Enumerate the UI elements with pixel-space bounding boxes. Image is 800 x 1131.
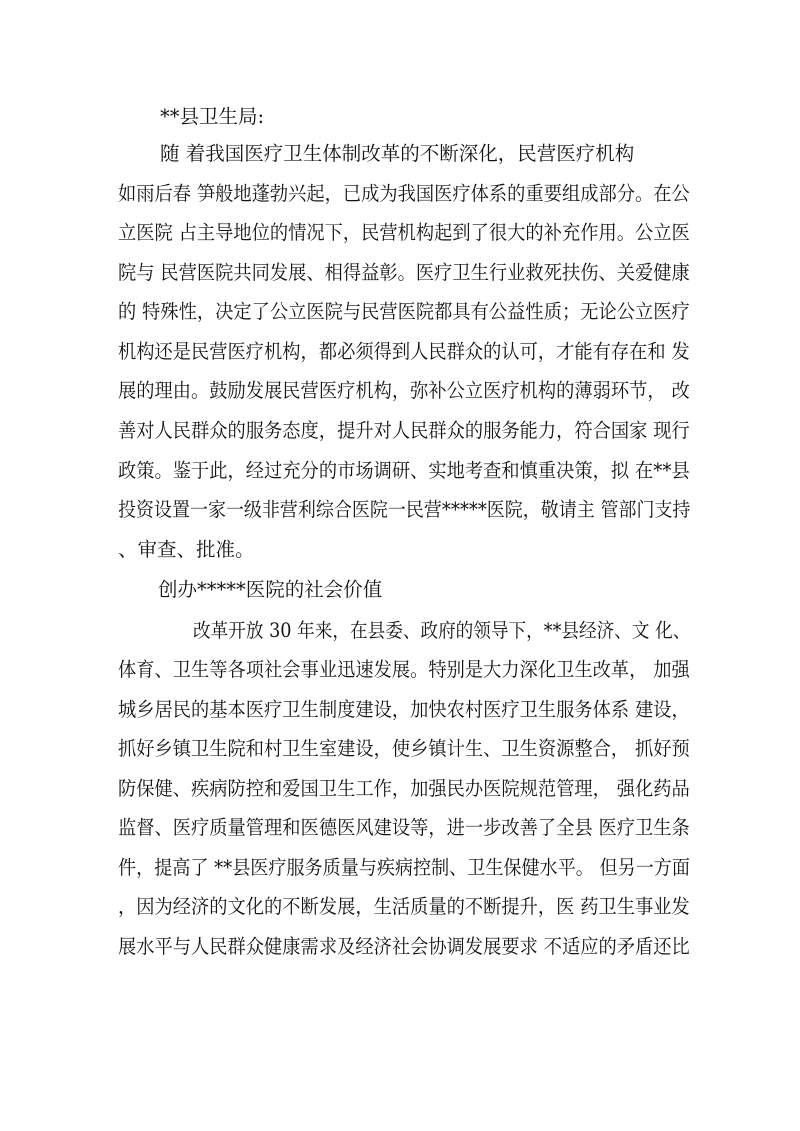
paragraph-line: 院与 民营医院共同发展、相得益彰。医疗卫生行业救死扶伤、关爱健康	[118, 261, 690, 284]
paragraph-line: 防保健、疾病防控和爱国卫生工作，加强民办医院规范管理， 强化药品	[118, 777, 690, 800]
paragraph-line: 如雨后春 笋般地蓬勃兴起，已成为我国医疗体系的重要组成部分。在公	[118, 182, 690, 205]
paragraph-line: 件，提高了 **县医疗服务质量与疾病控制、卫生保健水平。 但另一方面	[118, 856, 690, 879]
paragraph-line: 改革开放 30 年来，在县委、政府的领导下，**县经济、文 化、	[193, 619, 691, 642]
section-heading: 创办*****医院的社会价值	[158, 578, 383, 601]
paragraph-line: 抓好乡镇卫生院和村卫生室建设，使乡镇计生、卫生资源整合， 抓好预	[118, 737, 690, 760]
paragraph-line: 城乡居民的基本医疗卫生制度建设，加快农村医疗卫生服务体系 建设，	[118, 698, 690, 721]
salutation: **县卫生局:	[160, 105, 265, 128]
paragraph-line: 、审查、批准。	[118, 538, 255, 561]
paragraph-line: 政策。鉴于此，经过充分的市场调研、实地考查和慎重决策，拟 在**县	[118, 459, 690, 482]
paragraph-line: 展水平与人民群众健康需求及经济社会协调发展要求 不适应的矛盾还比	[118, 935, 690, 958]
paragraph-line: 体育、卫生等各项社会事业迅速发展。特别是大力深化卫生改革， 加强	[118, 658, 690, 681]
paragraph-line: 的 特殊性，决定了公立医院与民营医院都具有公益性质；无论公立医疗	[118, 300, 690, 323]
paragraph-line: 机构还是民营医疗机构，都必须得到人民群众的认可，才能有存在和 发	[118, 340, 690, 363]
paragraph-line: 立医院 占主导地位的情况下，民营机构起到了很大的补充作用。公立医	[118, 221, 690, 244]
paragraph-line: 投资设置一家一级非营利综合医院一民营*****医院，敬请主 管部门支持	[118, 498, 691, 521]
paragraph-line: ，因为经济的文化的不断发展，生活质量的不断提升，医 药卫生事业发	[118, 895, 690, 918]
paragraph-line: 善对人民群众的服务态度，提升对人民群众的服务能力，符合国家 现行	[118, 419, 690, 442]
paragraph-line: 监督、医疗质量管理和医德医风建设等，进一步改善了全县 医疗卫生条	[118, 816, 690, 839]
paragraph-line: 随 着我国医疗卫生体制改革的不断深化，民营医疗机构	[160, 142, 635, 165]
paragraph-line: 展的理由。鼓励发展民营医疗机构，弥补公立医疗机构的薄弱环节， 改	[118, 379, 690, 402]
